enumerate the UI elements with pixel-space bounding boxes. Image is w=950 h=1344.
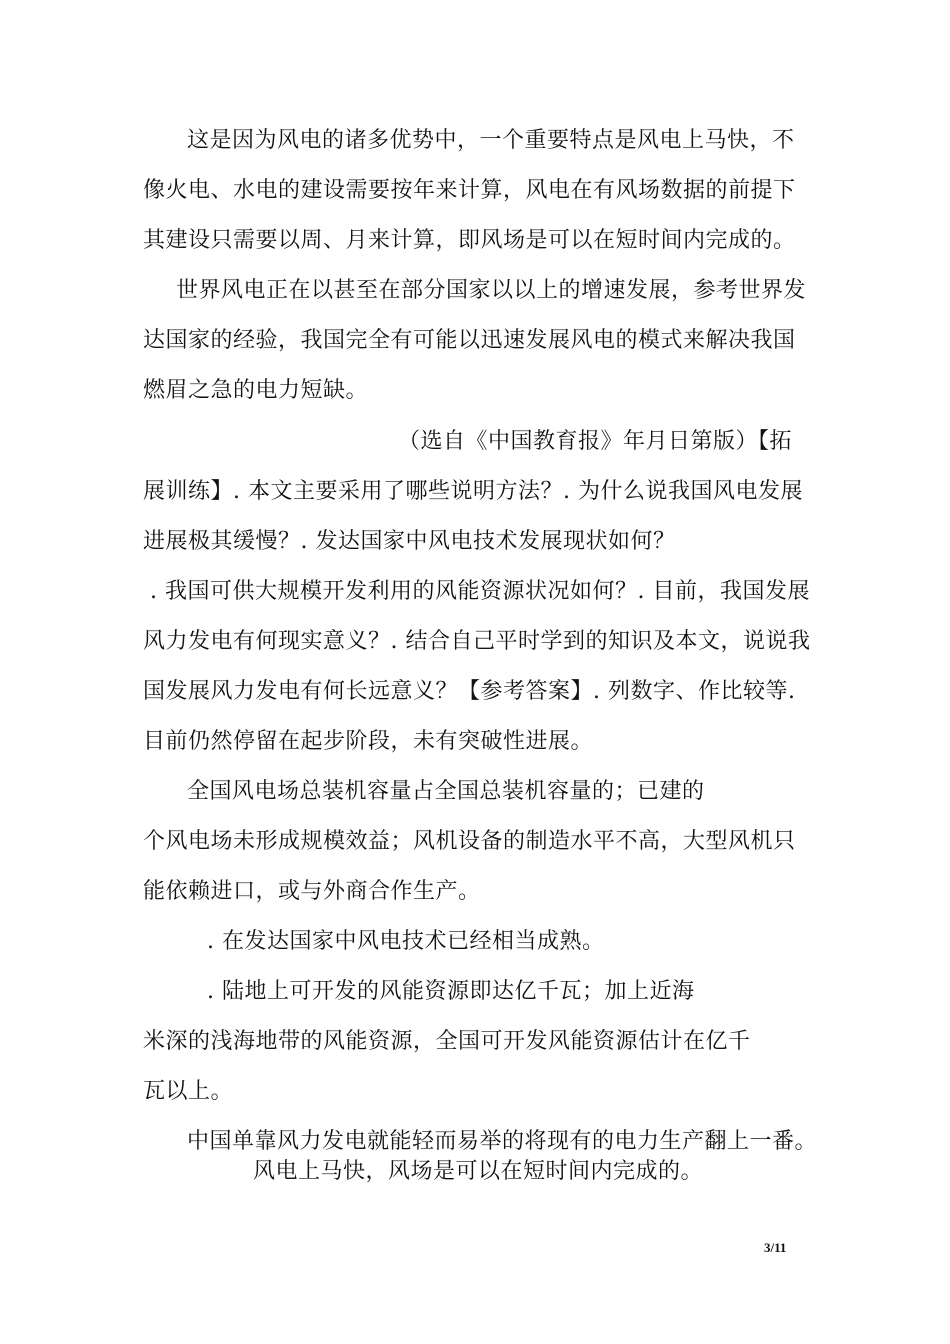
- text-line-8: 展训练】. 本文主要采用了哪些说明方法？. 为什么说我国风电发展: [143, 479, 803, 504]
- source-citation-line: （选自《中国教育报》年月日第版）【拓: [398, 429, 793, 454]
- text-line-13: 目前仍然停留在起步阶段，未有突破性进展。: [143, 729, 594, 754]
- text-line-4: 世界风电正在以甚至在部分国家以以上的增速发展，参考世界发: [176, 278, 807, 303]
- text-line-5: 达国家的经验，我国完全有可能以迅速发展风电的模式来解决我国: [143, 328, 796, 353]
- text-line-19: 米深的浅海地带的风能资源，全国可开发风能资源估计在亿千: [143, 1029, 751, 1054]
- text-line-9: 进展极其缓慢？. 发达国家中风电技术发展现状如何？: [143, 529, 676, 554]
- text-line-11: 风力发电有何现实意义？. 结合自己平时学到的知识及本文，说说我: [143, 629, 811, 654]
- text-line-18: . 陆地上可开发的风能资源即达亿千瓦；加上近海: [207, 979, 695, 1004]
- text-line-22: 风电上马快，风场是可以在短时间内完成的。: [253, 1159, 704, 1184]
- text-line-17: . 在发达国家中风电技术已经相当成熟。: [207, 929, 605, 954]
- text-line-1: 这是因为风电的诸多优势中，一个重要特点是风电上马快，不: [187, 128, 795, 153]
- text-line-20: 瓦以上。: [143, 1079, 234, 1104]
- page-number: 3/11: [764, 1240, 787, 1255]
- text-line-14: 全国风电场总装机容量占全国总装机容量的；已建的: [187, 779, 705, 804]
- text-line-15: 个风电场未形成规模效益；风机设备的制造水平不高，大型风机只: [143, 829, 796, 854]
- text-line-6: 燃眉之急的电力短缺。: [143, 378, 369, 403]
- text-line-10: . 我国可供大规模开发利用的风能资源状况如何？. 目前，我国发展: [150, 579, 810, 604]
- text-line-2: 像火电、水电的建设需要按年来计算，风电在有风场数据的前提下: [143, 178, 796, 203]
- text-line-21: 中国单靠风力发电就能轻而易举的将现有的电力生产翻上一番。: [187, 1129, 818, 1154]
- text-line-3: 其建设只需要以周、月来计算，即风场是可以在短时间内完成的。: [143, 228, 796, 253]
- text-line-12: 国发展风力发电有何长远意义？【参考答案】. 列数字、作比较等.: [143, 679, 796, 704]
- text-line-16: 能依赖进口，或与外商合作生产。: [143, 879, 481, 904]
